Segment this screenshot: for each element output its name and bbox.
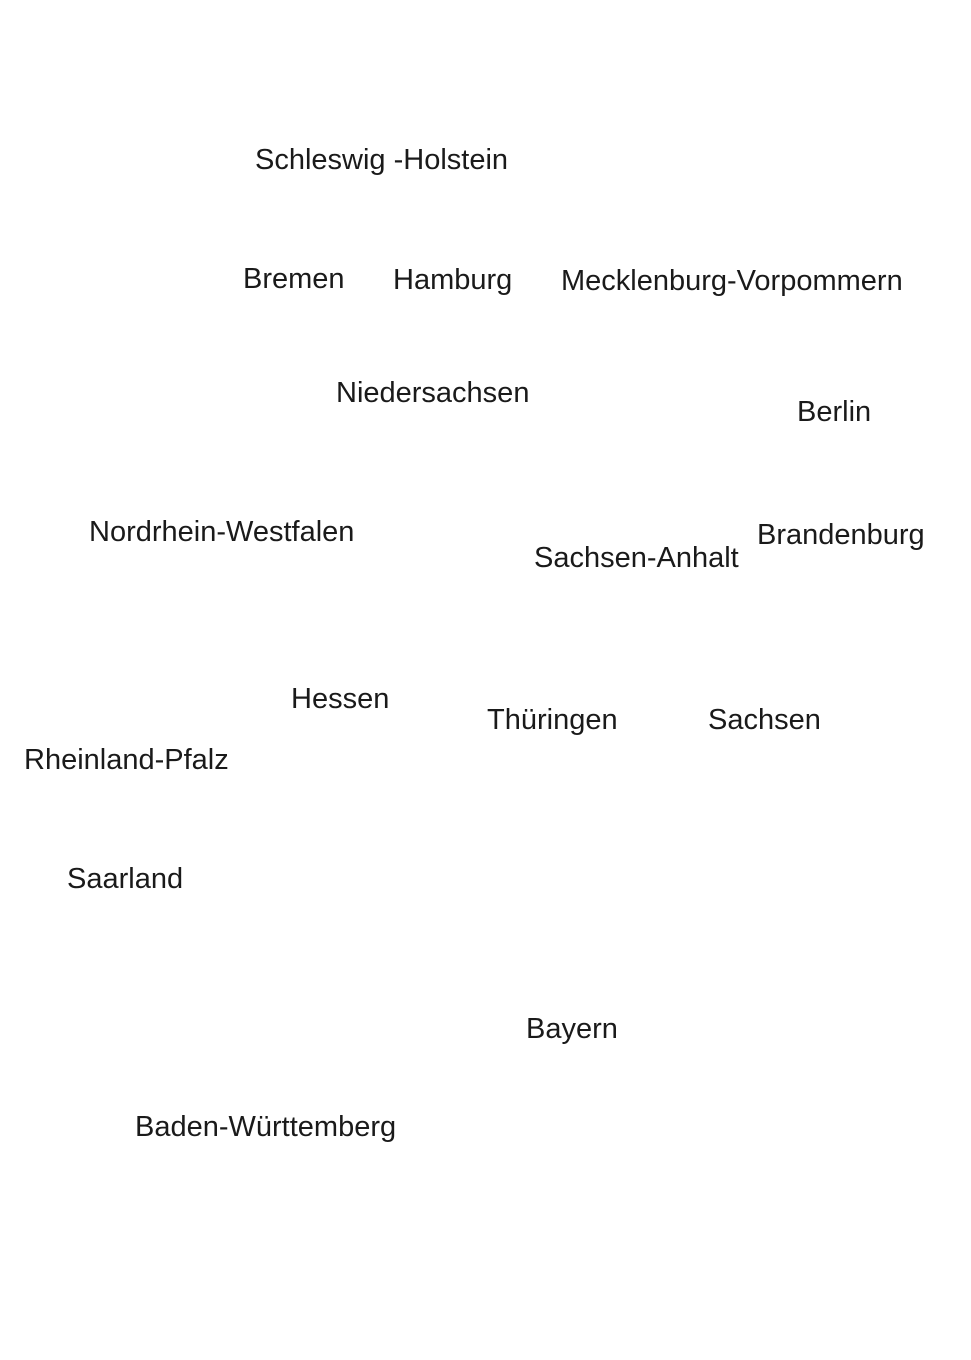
state-label-hessen: Hessen [291, 683, 390, 715]
state-label-niedersachsen: Niedersachsen [336, 377, 530, 409]
state-label-bayern: Bayern [526, 1013, 618, 1045]
state-label-sachsen: Sachsen [708, 704, 821, 736]
state-label-brandenburg: Brandenburg [757, 519, 925, 551]
state-label-rheinland-pfalz: Rheinland-Pfalz [24, 744, 229, 776]
state-label-nordrhein-westfalen: Nordrhein-Westfalen [89, 516, 355, 548]
state-label-baden-wuerttemberg: Baden-Württemberg [135, 1111, 397, 1143]
state-label-sachsen-anhalt: Sachsen-Anhalt [534, 542, 739, 574]
state-label-bremen: Bremen [243, 263, 345, 295]
state-label-mecklenburg-vorpommern: Mecklenburg-Vorpommern [561, 265, 903, 297]
state-label-hamburg: Hamburg [393, 264, 513, 296]
state-label-schleswig-holstein: Schleswig -Holstein [255, 144, 509, 176]
state-label-berlin: Berlin [797, 396, 872, 428]
state-label-thueringen: Thüringen [487, 704, 618, 736]
state-label-saarland: Saarland [67, 863, 184, 895]
